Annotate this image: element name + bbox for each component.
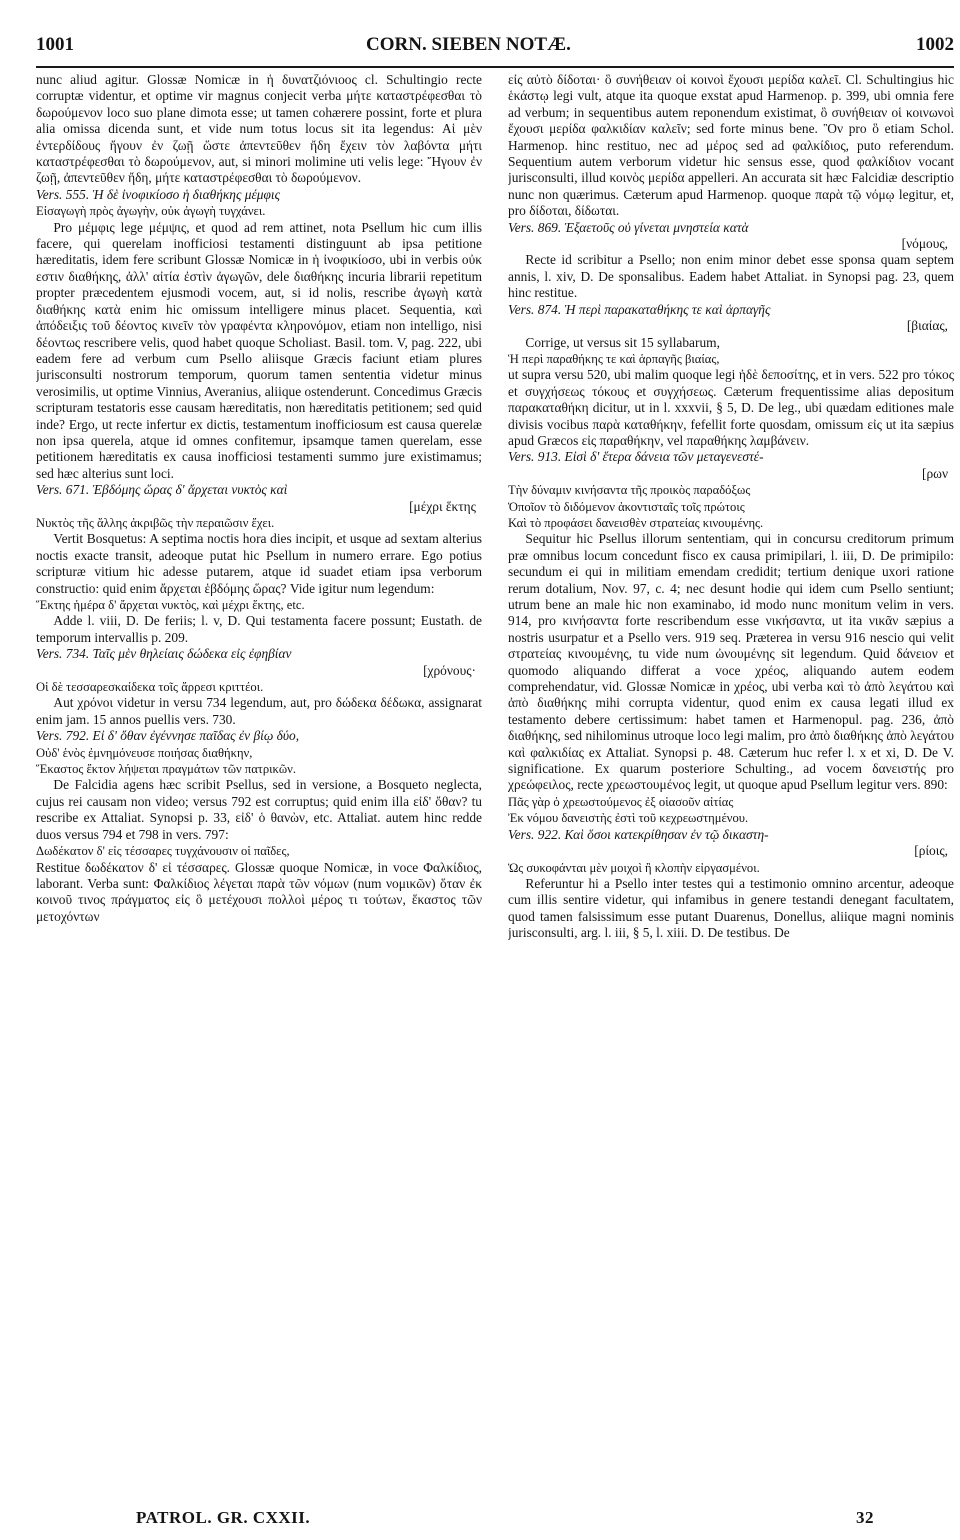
running-title: CORN. SIEBEN NOTÆ. [366,34,571,55]
paragraph: Νυκτὸς τῆς ἄλλης ἀκριβῶς τὴν περαιῶσιν ἔχει. [36,515,275,530]
paragraph: Vers. 922. Καὶ ὅσοι κατεκρίθησαν ἐν τῷ δικαστη- [508,826,769,842]
paragraph: Sequitur hic Psellus illorum sententiam, qui in concursu creditorum primum præ omnibus locum concedunt fisco ex causa primipilari, l. iii, D. De primipilo: secundum ei qui in militiam emendam credidit; tertium denique uxori ratione rerum dotalium, Nov. 97, c. 4; nec desunt hodie qui idem cum Psello sentiunt; utrum bene an male hic non examinabo, id modo nunc monitum velim in vers. 914, pro κινήσαντα forte rescribendum esse νικήσαντα, ut ita νικᾶν sæpius a nostris usurpatur et a Psello vers. 919 seq. Præterea in versu 916 nescio qui velit στρατείας κινουμένης, tu vide num ὠνουμένης sit legendum. Quid δάνειον et quomodo aliquando differat a voce χρέος, aliquando autem eodem comprehendatur, vid. Glossæ Nomicæ in χρέος, ubi verba καὶ τὸ ἀπὸ λεγάτου καὶ ἀπὸ διαθήκης mihi corrupta videntur, quod enim ex causa legati illud ex testamento debere certissimum: habet tamen et Harmenopul. pag. 236, ἀπὸ διαθήκης, sed nihilominus utroque loco legi malim, pro ἀπὸ διαθήκης ἀπὸ λεγάτου καὶ φαλκιδίας ex Attaliat. Synopsi p. 48. Cæterum huc refer l. x et xi, D. De V. significatione. Ex quarum posteriore Schulting., ad vocem δανειστής pro χρεώφειλος, recte χρεωστουμένος legit, ut quoque apud Psellum legitur vers. 890: [508,531,954,793]
paragraph: Vers. 671. Ἑβδόμης ὥρας δ' ἄρχεται νυκτὸς καὶ [36,482,288,498]
paragraph: Ἕκτης ἡμέρα δ' ἄρχεται νυκτὸς, καὶ μέχρι ἕκτης, etc. [36,598,305,612]
paragraph: Vers. 874. Ἡ περὶ παρακαταθήκης τε καὶ ἁρπαγῆς [508,301,771,317]
paragraph: Aut χρόνοι videtur in versu 734 legendum, aut, pro δώδεκα δέδωκα, assignarat enim jam. 15 annos puellis vers. 730. [36,695,482,727]
paragraph: [ρίοις, [914,843,948,859]
right-text-column [508,72,954,1504]
paragraph: Pro μέμφις lege μέμψις, et quod ad rem attinet, nota Psellum hic cum illis facere, qui querelam inofficiosi testamenti distinguunt ab ipsa petitione hæreditatis, idem fere scribunt Glossæ Nomicæ in ἡ ἰνοφικίοσο, ubi in verbis οὐκ εστιν διαθήκης, ἀλλ' αἰτία ἐστὶν ἀγωγῶν, dele διαθήκης incuria librarii repetitum propter præcedentem ejusmodi vocem, aut, si id nolis, rescribe ἀγωγὴ κατὰ διαθήκης κατὰ enim hic omissum intelligere minus placet. Sequentia, καὶ ἀπόδειξις τοῦ δέοντος κινεῖν τὸν γραφέντα κληρονόμον, etiam non intelligo, nisi δέοντως rescribere velis, quod habet quoque Scholiast. Basil. tom. V, pag. 222, ubi eadem fere ad verbum cum Psello aliisque Græcis faciunt etiam plures jurisconsulti nostrorum temporum, quorum tamen sententia videtur minus verosimilis, ut optime Vinnius, Averanius, aliique ostenderunt. Concedimus Græcis scripturam testatoris esse causam hæreditatis, non hæreditatis petitionem; sed quid inde? Ergo, ut recte infertur ex dictis, testamentum inofficiosum est causa querelæ non ipsa querela, atque id omnes confitemur, ipsamque tamen querelam, esse petitionem hæreditatis ex causa inofficiosi testamenti summo jure existimamus; sed hæc alterius sunt loci. [36,219,482,481]
paragraph: Vers. 734. Ταῖς μὲν θηλείαις δώδεκα εἰς ἐφηβίαν [36,646,292,662]
paragraph: [μέχρι ἕκτης [409,498,476,514]
paragraph: Τὴν δύναμιν κινήσαντα τῆς προικὸς παραδόξως [508,483,751,498]
paragraph: Vertit Bosquetus: A septima noctis hora dies incipit, et usque ad sextam alterius noctis exacte transit, adeoque putat hic Psellum in numero errare. Ego potius scripturæ vitium hic adesse putarem, atque id suadet etiam ipsa verborum constructio: quid enim ἄρχεται ἑβδόμης ὥρας? Vide igitur num legendum: [36,531,482,596]
paragraph: Δωδέκατον δ' εἰς τέσσαρες τυγχάνουσιν οἱ παῖδες, [36,844,290,859]
paragraph: Καὶ τὸ προφάσει δανεισθὲν στρατείας κινουμένης. [508,515,764,530]
paragraph: Πᾶς γὰρ ὁ χρεωστούμενος ἐξ οἱασοῦν αἰτίας [508,794,734,809]
page-footer [36,1508,954,1534]
paragraph: Vers. 792. Εἰ δ' ὄθαν ἐγέννησε παῖδας ἐν βίῳ δύο, [36,728,300,744]
paragraph: De Falcidia agens hæc scribit Psellus, sed in versione, a Bosqueto neglecta, cujus rei causam non video; versus 792 est corruptus; quid enim illa εἰδ' ὄθαν? tu rescribe ex Attaliat. Synopsi p. 33, εἰδ' ὁ θανὼν, etc. Attaliat. autem hinc redde duos versus 794 et 798 in vers. 797: [36,777,482,842]
paragraph: Restitue δωδέκατον δ' εἰ τέσσαρες. Glossæ quoque Nomicæ, in voce Φαλκίδιος, laborant. Verba sunt: Φαλκίδιος λέγεται παρὰ τῶν νόμων (num νομικῶν) ὅταν ἐκ κοινοῦ τινος πράγματος εἰς ὃ μετέχουσι πολλοὶ μέρος τι τούτων, ἕκαστος τῶν μετοχόντων [36,859,482,924]
paragraph: Ἕκαστος ἔκτον λήψεται πραγμάτων τῶν πατρικῶν. [36,762,296,777]
paragraph: Οἱ δὲ τεσσαρεσκαίδεκα τοῖς ἄρρεσι κριττέοι. [36,680,264,695]
left-text-column [36,72,482,1504]
paragraph: [νόμους, [901,236,948,252]
paragraph: Οὐδ' ἑνὸς ἐμνημόνευσε ποιήσας διαθήκην, [36,745,253,760]
paragraph: Corrige, ut versus sit 15 syllabarum, [525,334,720,350]
patrologia-volume: PATROL. GR. CXXII. [136,1508,311,1527]
left-column-number: 1001 [36,34,74,55]
paragraph: Ἡ περὶ παραθήκης τε καὶ ἁρπαγῆς βιαίας, [508,351,720,366]
signature-number: 32 [856,1508,874,1527]
paragraph: [βιαίας, [906,318,948,334]
paragraph: Vers. 555. Ἡ δὲ ἰνοφικίοσο ἡ διαθήκης μέμφις [36,186,281,202]
page-header [36,34,954,62]
paragraph: Vers. 913. Εἰσὶ δ' ἕτερα δάνεια τῶν μεταγενεστέ- [508,449,764,465]
paragraph: ut supra versu 520, ubi malim quoque legi ἠδὲ δεποσίτης, et in vers. 522 pro τόκος et συγχήσεως τόκους et συγχήσεως. Cæterum frequentissime alias depositum παρακαταθήκη dicitur, ut in l. xxxvii, § 5, D. De leg., ubi quædam editiones male divisis vocibus παρὰ καταθήκην, fefellit forte quosdam, omissum εἰς ut ita sæpius apud Græcos εἰς παραθήκην, vel παραθήκης λαμβάνειν. [508,367,954,448]
paragraph: Recte id scribitur a Psello; non enim minor debet esse sponsa quam septem annis, l. xiv, D. De sponsalibus. Eadem habet Attaliat. in Synopsi pag. 23, quem hinc restitue. [508,252,954,301]
paragraph: Vers. 869. Ἑξαετοῦς οὐ γίνεται μνηστεία κατὰ [508,219,749,235]
paragraph: εἰς αὐτὸ δίδοται· ὃ συνήθειαν οἱ κοινοὶ ἔχουσι μερίδα καλεῖ. Cl. Schultingius hic ἑκάστῳ legi vult, atque ita quoque exstat apud Harmenop. p. 399, ubi omnia fere ad verbum; in sequentibus autem reponendum existimat, ὃ συνήθειαν οἱ κοινωνοὶ ἔχουσι μερίδα φαλκιδίαν καλεῖν; sed forte minus bene. Ὃν pro ὃ etiam Schol. Harmenop. hinc restituo, nec ad μέρος sed ad φαλκίδιος, puto referendum. Sequentium autem verborum videtur hic sensus esse, quod φαλκίδιον vocant jurisconsulti, illud κοινὸς μερίδα appelleri. An accurata sit hæc Falcidiæ descriptio nunc non quærimus. Cæterum apud Harmenop. quoque παρὰ τῷ νόμῳ legitur, et, pro δίδοται, δίδωται. [508,72,954,219]
paragraph: Referuntur hi a Psello inter testes qui a testimonio omnino arcentur, adeoque cum illis sentire videtur, qui infamibus in genere testandi denegant facultatem, quod tamen falsissimum esse putant Duarenus, Donellus, aliique magni nominis jurisconsulti, arg. l. iii, § 5, l. xiii. D. De testibus. De [508,875,954,941]
paragraph: Εἰσαγωγὴ πρὸς ἀγωγὴν, οὐκ ἀγωγὴ τυγχάνει. [36,204,266,219]
paragraph: Adde l. viii, D. De feriis; l. v, D. Qui testamenta facere possunt; Eustath. de temporum intervallis p. 209. [36,613,482,645]
paragraph: [χρόνους· [423,662,476,678]
paragraph: Ἐκ νόμου δανειστὴς ἐστὶ τοῦ κεχρεωστημένου. [508,811,749,826]
paragraph: nunc aliud agitur. Glossæ Nomicæ in ἡ δυνατζιόνιοος cl. Schultingio recte corruptæ videntur, et optime vir magnus conjecit verba μήτε καταστρέφεσθαι τὸ δωρούμενον loco suo plane dimota esse; ut tamen cohærere possint, forte et plura alia omissa dicenda sunt, et vide num totus locus sit ita legendus: Αἱ μὲν ἐντερδίδους ἤγουν ἐν ζωῇ ὥστε ἀπεντεῦθεν ἤδη ἔχειν τὸν λαβόντα μήτι καταστρέφεσθαι τὸ δωρούμενον, aut, si minori molimine uti velis lege: Ἤγουν ἐν ζωῇ, ἀπεντεῦθεν ἤδη, μήτε καταστρέφεσθαι τὸ δωρούμενον. [36,72,482,186]
right-column-number: 1002 [916,34,954,55]
paragraph: Ὡς συκοφάνται μὲν μοιχοὶ ἢ κλοπὴν εἰργασμένοι. [508,860,760,875]
paragraph: [ρων [921,465,948,481]
header-rule [36,66,954,68]
paragraph: Ὁποῖον τὸ διδόμενον ἀκοντισταῖς τοῖς πρώτοις [508,499,745,514]
